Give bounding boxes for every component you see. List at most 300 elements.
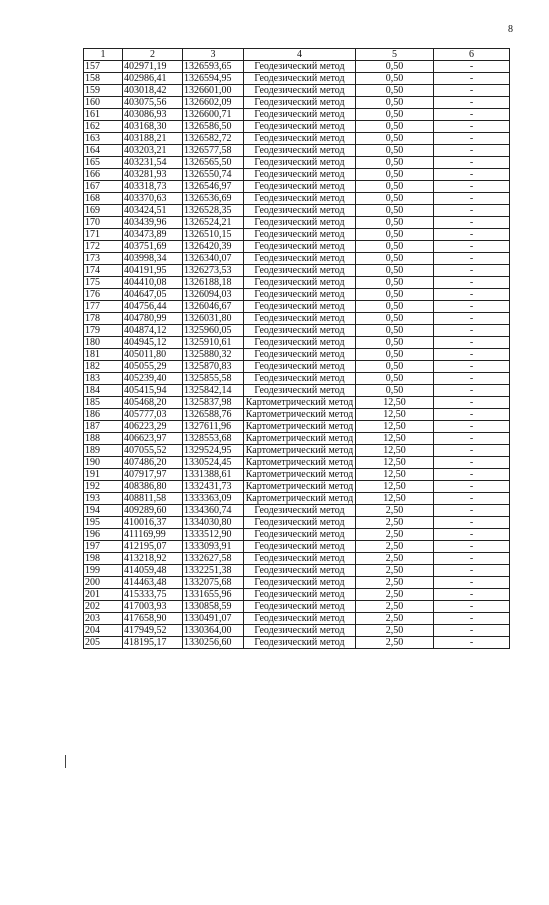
y-coordinate: 1330256,60 (183, 637, 244, 649)
method-cell: Геодезический метод (244, 85, 356, 97)
point-number: 166 (84, 169, 123, 181)
y-coordinate: 1331388,61 (183, 469, 244, 481)
accuracy-cell: 0,50 (356, 205, 434, 217)
x-coordinate: 404780,99 (123, 313, 183, 325)
method-cell: Геодезический метод (244, 565, 356, 577)
method-cell: Геодезический метод (244, 289, 356, 301)
y-coordinate: 1330524,45 (183, 457, 244, 469)
method-cell: Картометрический метод (244, 469, 356, 481)
y-coordinate: 1326582,72 (183, 133, 244, 145)
accuracy-cell: 0,50 (356, 253, 434, 265)
point-number: 184 (84, 385, 123, 397)
method-cell: Геодезический метод (244, 301, 356, 313)
x-coordinate: 404410,08 (123, 277, 183, 289)
point-number: 168 (84, 193, 123, 205)
note-cell: - (434, 541, 510, 553)
method-cell: Картометрический метод (244, 493, 356, 505)
point-number: 159 (84, 85, 123, 97)
note-cell: - (434, 229, 510, 241)
accuracy-cell: 0,50 (356, 265, 434, 277)
note-cell: - (434, 361, 510, 373)
point-number: 180 (84, 337, 123, 349)
method-cell: Геодезический метод (244, 229, 356, 241)
accuracy-cell: 0,50 (356, 145, 434, 157)
method-cell: Геодезический метод (244, 625, 356, 637)
point-number: 189 (84, 445, 123, 457)
table-row (84, 457, 510, 469)
y-coordinate: 1326601,00 (183, 85, 244, 97)
method-cell: Геодезический метод (244, 613, 356, 625)
table-row (84, 589, 510, 601)
accuracy-cell: 0,50 (356, 97, 434, 109)
column-header: 3 (183, 49, 244, 61)
y-coordinate: 1333093,91 (183, 541, 244, 553)
x-coordinate: 415333,75 (123, 589, 183, 601)
y-coordinate: 1326340,07 (183, 253, 244, 265)
point-number: 160 (84, 97, 123, 109)
y-coordinate: 1332627,58 (183, 553, 244, 565)
accuracy-cell: 12,50 (356, 457, 434, 469)
method-cell: Геодезический метод (244, 193, 356, 205)
method-cell: Геодезический метод (244, 349, 356, 361)
accuracy-cell: 2,50 (356, 589, 434, 601)
table-row (84, 517, 510, 529)
method-cell: Картометрический метод (244, 481, 356, 493)
method-cell: Картометрический метод (244, 421, 356, 433)
accuracy-cell: 2,50 (356, 565, 434, 577)
accuracy-cell: 0,50 (356, 229, 434, 241)
column-header: 1 (84, 49, 123, 61)
point-number: 195 (84, 517, 123, 529)
x-coordinate: 407917,97 (123, 469, 183, 481)
table-body (84, 61, 510, 649)
method-cell: Геодезический метод (244, 133, 356, 145)
accuracy-cell: 0,50 (356, 61, 434, 73)
method-cell: Картометрический метод (244, 457, 356, 469)
table-row (84, 541, 510, 553)
point-number: 175 (84, 277, 123, 289)
accuracy-cell: 0,50 (356, 217, 434, 229)
method-cell: Картометрический метод (244, 397, 356, 409)
method-cell: Геодезический метод (244, 577, 356, 589)
table-row (84, 205, 510, 217)
accuracy-cell: 0,50 (356, 277, 434, 289)
x-coordinate: 414059,48 (123, 565, 183, 577)
note-cell: - (434, 625, 510, 637)
note-cell: - (434, 85, 510, 97)
accuracy-cell: 2,50 (356, 505, 434, 517)
x-coordinate: 403168,30 (123, 121, 183, 133)
x-coordinate: 403439,96 (123, 217, 183, 229)
table-row (84, 349, 510, 361)
accuracy-cell: 12,50 (356, 481, 434, 493)
y-coordinate: 1332251,38 (183, 565, 244, 577)
y-coordinate: 1326094,03 (183, 289, 244, 301)
note-cell: - (434, 193, 510, 205)
accuracy-cell: 0,50 (356, 157, 434, 169)
table-row (84, 85, 510, 97)
point-number: 194 (84, 505, 123, 517)
point-number: 179 (84, 325, 123, 337)
x-coordinate: 402986,41 (123, 73, 183, 85)
y-coordinate: 1328553,68 (183, 433, 244, 445)
table-row (84, 553, 510, 565)
y-coordinate: 1326586,50 (183, 121, 244, 133)
table-row (84, 433, 510, 445)
point-number: 198 (84, 553, 123, 565)
point-number: 196 (84, 529, 123, 541)
accuracy-cell: 0,50 (356, 337, 434, 349)
x-coordinate: 407055,52 (123, 445, 183, 457)
table-row (84, 565, 510, 577)
column-header: 2 (123, 49, 183, 61)
table-row (84, 97, 510, 109)
note-cell: - (434, 109, 510, 121)
method-cell: Геодезический метод (244, 541, 356, 553)
note-cell: - (434, 637, 510, 649)
accuracy-cell: 2,50 (356, 601, 434, 613)
x-coordinate: 405239,40 (123, 373, 183, 385)
accuracy-cell: 2,50 (356, 637, 434, 649)
accuracy-cell: 2,50 (356, 613, 434, 625)
point-number: 201 (84, 589, 123, 601)
y-coordinate: 1326602,09 (183, 97, 244, 109)
note-cell: - (434, 565, 510, 577)
method-cell: Геодезический метод (244, 181, 356, 193)
accuracy-cell: 12,50 (356, 445, 434, 457)
x-coordinate: 414463,48 (123, 577, 183, 589)
table-row (84, 601, 510, 613)
y-coordinate: 1329524,95 (183, 445, 244, 457)
note-cell: - (434, 181, 510, 193)
accuracy-cell: 0,50 (356, 121, 434, 133)
method-cell: Геодезический метод (244, 637, 356, 649)
note-cell: - (434, 373, 510, 385)
table-row (84, 397, 510, 409)
y-coordinate: 1326536,69 (183, 193, 244, 205)
note-cell: - (434, 301, 510, 313)
method-cell: Геодезический метод (244, 157, 356, 169)
point-number: 187 (84, 421, 123, 433)
note-cell: - (434, 409, 510, 421)
y-coordinate: 1330364,00 (183, 625, 244, 637)
margin-mark (65, 755, 66, 768)
table-row (84, 229, 510, 241)
y-coordinate: 1325870,83 (183, 361, 244, 373)
x-coordinate: 403424,51 (123, 205, 183, 217)
x-coordinate: 405777,03 (123, 409, 183, 421)
note-cell: - (434, 157, 510, 169)
method-cell: Геодезический метод (244, 553, 356, 565)
method-cell: Картометрический метод (244, 445, 356, 457)
y-coordinate: 1334030,80 (183, 517, 244, 529)
x-coordinate: 405055,29 (123, 361, 183, 373)
note-cell: - (434, 529, 510, 541)
x-coordinate: 406623,97 (123, 433, 183, 445)
y-coordinate: 1325842,14 (183, 385, 244, 397)
accuracy-cell: 12,50 (356, 469, 434, 481)
x-coordinate: 417658,90 (123, 613, 183, 625)
method-cell: Геодезический метод (244, 373, 356, 385)
x-coordinate: 402971,19 (123, 61, 183, 73)
note-cell: - (434, 265, 510, 277)
point-number: 185 (84, 397, 123, 409)
y-coordinate: 1326550,74 (183, 169, 244, 181)
table-row (84, 445, 510, 457)
x-coordinate: 407486,20 (123, 457, 183, 469)
x-coordinate: 410016,37 (123, 517, 183, 529)
x-coordinate: 403018,42 (123, 85, 183, 97)
point-number: 176 (84, 289, 123, 301)
point-number: 202 (84, 601, 123, 613)
y-coordinate: 1333363,09 (183, 493, 244, 505)
note-cell: - (434, 613, 510, 625)
method-cell: Геодезический метод (244, 73, 356, 85)
note-cell: - (434, 61, 510, 73)
x-coordinate: 409289,60 (123, 505, 183, 517)
x-coordinate: 404191,95 (123, 265, 183, 277)
table-row (84, 193, 510, 205)
accuracy-cell: 0,50 (356, 313, 434, 325)
point-number: 171 (84, 229, 123, 241)
accuracy-cell: 0,50 (356, 109, 434, 121)
accuracy-cell: 2,50 (356, 517, 434, 529)
point-number: 161 (84, 109, 123, 121)
y-coordinate: 1331655,96 (183, 589, 244, 601)
accuracy-cell: 2,50 (356, 625, 434, 637)
table-row (84, 493, 510, 505)
point-number: 170 (84, 217, 123, 229)
method-cell: Геодезический метод (244, 265, 356, 277)
note-cell: - (434, 337, 510, 349)
accuracy-cell: 2,50 (356, 577, 434, 589)
note-cell: - (434, 589, 510, 601)
table-row (84, 409, 510, 421)
note-cell: - (434, 325, 510, 337)
point-number: 158 (84, 73, 123, 85)
point-number: 193 (84, 493, 123, 505)
table-row (84, 637, 510, 649)
accuracy-cell: 0,50 (356, 325, 434, 337)
table-row (84, 181, 510, 193)
table-row (84, 289, 510, 301)
x-coordinate: 403751,69 (123, 241, 183, 253)
method-cell: Геодезический метод (244, 121, 356, 133)
point-number: 182 (84, 361, 123, 373)
point-number: 173 (84, 253, 123, 265)
x-coordinate: 412195,07 (123, 541, 183, 553)
method-cell: Геодезический метод (244, 97, 356, 109)
x-coordinate: 403998,34 (123, 253, 183, 265)
accuracy-cell: 2,50 (356, 553, 434, 565)
method-cell: Геодезический метод (244, 325, 356, 337)
table-row (84, 469, 510, 481)
y-coordinate: 1326420,39 (183, 241, 244, 253)
method-cell: Геодезический метод (244, 217, 356, 229)
table-row (84, 253, 510, 265)
x-coordinate: 417003,93 (123, 601, 183, 613)
y-coordinate: 1326600,71 (183, 109, 244, 121)
point-number: 157 (84, 61, 123, 73)
y-coordinate: 1330858,59 (183, 601, 244, 613)
x-coordinate: 413218,92 (123, 553, 183, 565)
note-cell: - (434, 277, 510, 289)
column-header: 5 (356, 49, 434, 61)
point-number: 183 (84, 373, 123, 385)
y-coordinate: 1325855,58 (183, 373, 244, 385)
y-coordinate: 1326046,67 (183, 301, 244, 313)
note-cell: - (434, 517, 510, 529)
method-cell: Картометрический метод (244, 409, 356, 421)
table-row (84, 613, 510, 625)
note-cell: - (434, 145, 510, 157)
method-cell: Геодезический метод (244, 529, 356, 541)
y-coordinate: 1326546,97 (183, 181, 244, 193)
point-number: 191 (84, 469, 123, 481)
accuracy-cell: 2,50 (356, 541, 434, 553)
y-coordinate: 1325910,61 (183, 337, 244, 349)
y-coordinate: 1332431,73 (183, 481, 244, 493)
method-cell: Геодезический метод (244, 361, 356, 373)
point-number: 181 (84, 349, 123, 361)
y-coordinate: 1330491,07 (183, 613, 244, 625)
table-row (84, 625, 510, 637)
y-coordinate: 1325837,98 (183, 397, 244, 409)
table-row (84, 145, 510, 157)
x-coordinate: 417949,52 (123, 625, 183, 637)
point-number: 186 (84, 409, 123, 421)
note-cell: - (434, 205, 510, 217)
point-number: 172 (84, 241, 123, 253)
y-coordinate: 1326273,53 (183, 265, 244, 277)
x-coordinate: 404945,12 (123, 337, 183, 349)
x-coordinate: 403370,63 (123, 193, 183, 205)
point-number: 197 (84, 541, 123, 553)
accuracy-cell: 0,50 (356, 193, 434, 205)
table-row (84, 577, 510, 589)
method-cell: Геодезический метод (244, 241, 356, 253)
note-cell: - (434, 397, 510, 409)
table-row (84, 505, 510, 517)
point-number: 178 (84, 313, 123, 325)
accuracy-cell: 0,50 (356, 301, 434, 313)
point-number: 164 (84, 145, 123, 157)
accuracy-cell: 12,50 (356, 493, 434, 505)
note-cell: - (434, 73, 510, 85)
method-cell: Геодезический метод (244, 205, 356, 217)
x-coordinate: 403188,21 (123, 133, 183, 145)
point-number: 162 (84, 121, 123, 133)
x-coordinate: 408386,80 (123, 481, 183, 493)
point-number: 174 (84, 265, 123, 277)
note-cell: - (434, 601, 510, 613)
x-coordinate: 418195,17 (123, 637, 183, 649)
table-row (84, 73, 510, 85)
table-row (84, 277, 510, 289)
y-coordinate: 1325960,05 (183, 325, 244, 337)
x-coordinate: 411169,99 (123, 529, 183, 541)
x-coordinate: 404756,44 (123, 301, 183, 313)
x-coordinate: 403281,93 (123, 169, 183, 181)
note-cell: - (434, 493, 510, 505)
x-coordinate: 403086,93 (123, 109, 183, 121)
coordinates-table (83, 48, 510, 649)
table-row (84, 337, 510, 349)
x-coordinate: 403075,56 (123, 97, 183, 109)
x-coordinate: 403473,89 (123, 229, 183, 241)
y-coordinate: 1326528,35 (183, 205, 244, 217)
point-number: 177 (84, 301, 123, 313)
y-coordinate: 1325880,32 (183, 349, 244, 361)
y-coordinate: 1332075,68 (183, 577, 244, 589)
y-coordinate: 1327611,96 (183, 421, 244, 433)
x-coordinate: 406223,29 (123, 421, 183, 433)
point-number: 203 (84, 613, 123, 625)
point-number: 200 (84, 577, 123, 589)
x-coordinate: 405415,94 (123, 385, 183, 397)
note-cell: - (434, 421, 510, 433)
y-coordinate: 1326594,95 (183, 73, 244, 85)
note-cell: - (434, 349, 510, 361)
y-coordinate: 1326510,15 (183, 229, 244, 241)
table-row (84, 421, 510, 433)
accuracy-cell: 0,50 (356, 133, 434, 145)
method-cell: Картометрический метод (244, 433, 356, 445)
y-coordinate: 1326577,58 (183, 145, 244, 157)
method-cell: Геодезический метод (244, 169, 356, 181)
method-cell: Геодезический метод (244, 61, 356, 73)
point-number: 205 (84, 637, 123, 649)
table-row (84, 61, 510, 73)
note-cell: - (434, 577, 510, 589)
point-number: 167 (84, 181, 123, 193)
note-cell: - (434, 445, 510, 457)
table-row (84, 217, 510, 229)
point-number: 169 (84, 205, 123, 217)
note-cell: - (434, 289, 510, 301)
x-coordinate: 403231,54 (123, 157, 183, 169)
y-coordinate: 1326188,18 (183, 277, 244, 289)
point-number: 165 (84, 157, 123, 169)
accuracy-cell: 0,50 (356, 373, 434, 385)
table-row (84, 385, 510, 397)
accuracy-cell: 12,50 (356, 397, 434, 409)
table-header-row (84, 49, 510, 61)
y-coordinate: 1326565,50 (183, 157, 244, 169)
accuracy-cell: 0,50 (356, 349, 434, 361)
note-cell: - (434, 385, 510, 397)
accuracy-cell: 0,50 (356, 361, 434, 373)
note-cell: - (434, 505, 510, 517)
point-number: 204 (84, 625, 123, 637)
note-cell: - (434, 253, 510, 265)
x-coordinate: 408811,58 (123, 493, 183, 505)
note-cell: - (434, 469, 510, 481)
x-coordinate: 403203,21 (123, 145, 183, 157)
table-row (84, 121, 510, 133)
x-coordinate: 405011,80 (123, 349, 183, 361)
method-cell: Геодезический метод (244, 109, 356, 121)
table-row (84, 301, 510, 313)
note-cell: - (434, 457, 510, 469)
table-row (84, 481, 510, 493)
note-cell: - (434, 217, 510, 229)
note-cell: - (434, 133, 510, 145)
point-number: 163 (84, 133, 123, 145)
method-cell: Геодезический метод (244, 589, 356, 601)
accuracy-cell: 0,50 (356, 169, 434, 181)
method-cell: Геодезический метод (244, 253, 356, 265)
